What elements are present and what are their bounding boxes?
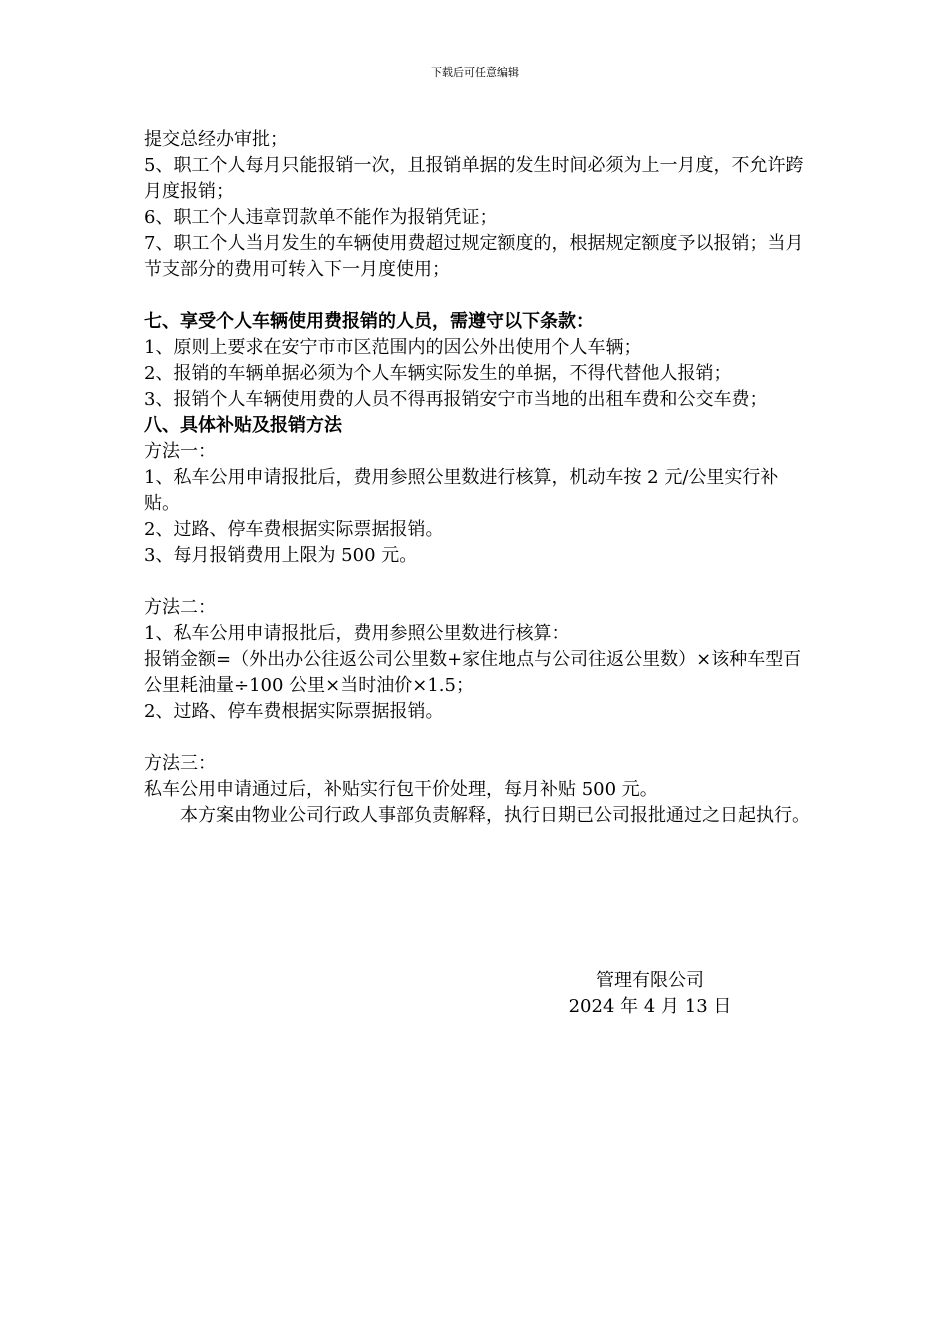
formula-paragraph: 报销金额=（外出办公往返公司公里数+家住地点与公司往返公里数）×该种车型百公里耗油量÷100 公里×当时油价×1.5； (144, 649, 802, 696)
method-title: 方法三： (144, 753, 216, 774)
header-note: 下载后可任意编辑 (431, 66, 519, 79)
paragraph: 提交总经办审批； (144, 129, 288, 150)
signature-block (540, 968, 760, 1020)
paragraph: 2、报销的车辆单据必须为个人车辆实际发生的单据，不得代替他人报销； (144, 363, 732, 384)
paragraph: 私车公用申请通过后，补贴实行包干价处理，每月补贴 500 元。 (144, 779, 658, 800)
document-body (144, 127, 812, 829)
paragraph: 7、职工个人当月发生的车辆使用费超过规定额度的，根据规定额度予以报销；当月节支部分的费用可转入下一月度使用； (144, 233, 804, 280)
paragraph: 1、私车公用申请报批后，费用参照公里数进行核算： (144, 623, 570, 644)
paragraph: 3、报销个人车辆使用费的人员不得再报销安宁市当地的出租车费和公交车费； (144, 389, 768, 410)
method-title: 方法二： (144, 597, 216, 618)
company-name: 管理有限公司 (596, 970, 704, 991)
blank-line (144, 283, 812, 309)
signature-date: 2024 年 4 月 13 日 (568, 996, 732, 1017)
paragraph: 1、私车公用申请报批后，费用参照公里数进行核算，机动车按 2 元/公里实行补贴。 (144, 467, 779, 514)
paragraph: 5、职工个人每月只能报销一次，且报销单据的发生时间必须为上一月度，不允许跨月度报销； (144, 155, 804, 202)
blank-line (144, 725, 812, 751)
paragraph: 1、原则上要求在安宁市市区范围内的因公外出使用个人车辆； (144, 337, 642, 358)
closing-paragraph: 本方案由物业公司行政人事部负责解释，执行日期已公司报批通过之日起执行。 (180, 805, 810, 826)
paragraph: 6、职工个人违章罚款单不能作为报销凭证； (144, 207, 498, 228)
section-heading: 七、享受个人车辆使用费报销的人员，需遵守以下条款： (144, 311, 594, 332)
paragraph: 2、过路、停车费根据实际票据报销。 (144, 701, 444, 722)
paragraph: 3、每月报销费用上限为 500 元。 (144, 545, 418, 566)
method-title: 方法一： (144, 441, 216, 462)
paragraph: 2、过路、停车费根据实际票据报销。 (144, 519, 444, 540)
section-heading: 八、具体补贴及报销方法 (144, 415, 342, 436)
blank-line (144, 569, 812, 595)
